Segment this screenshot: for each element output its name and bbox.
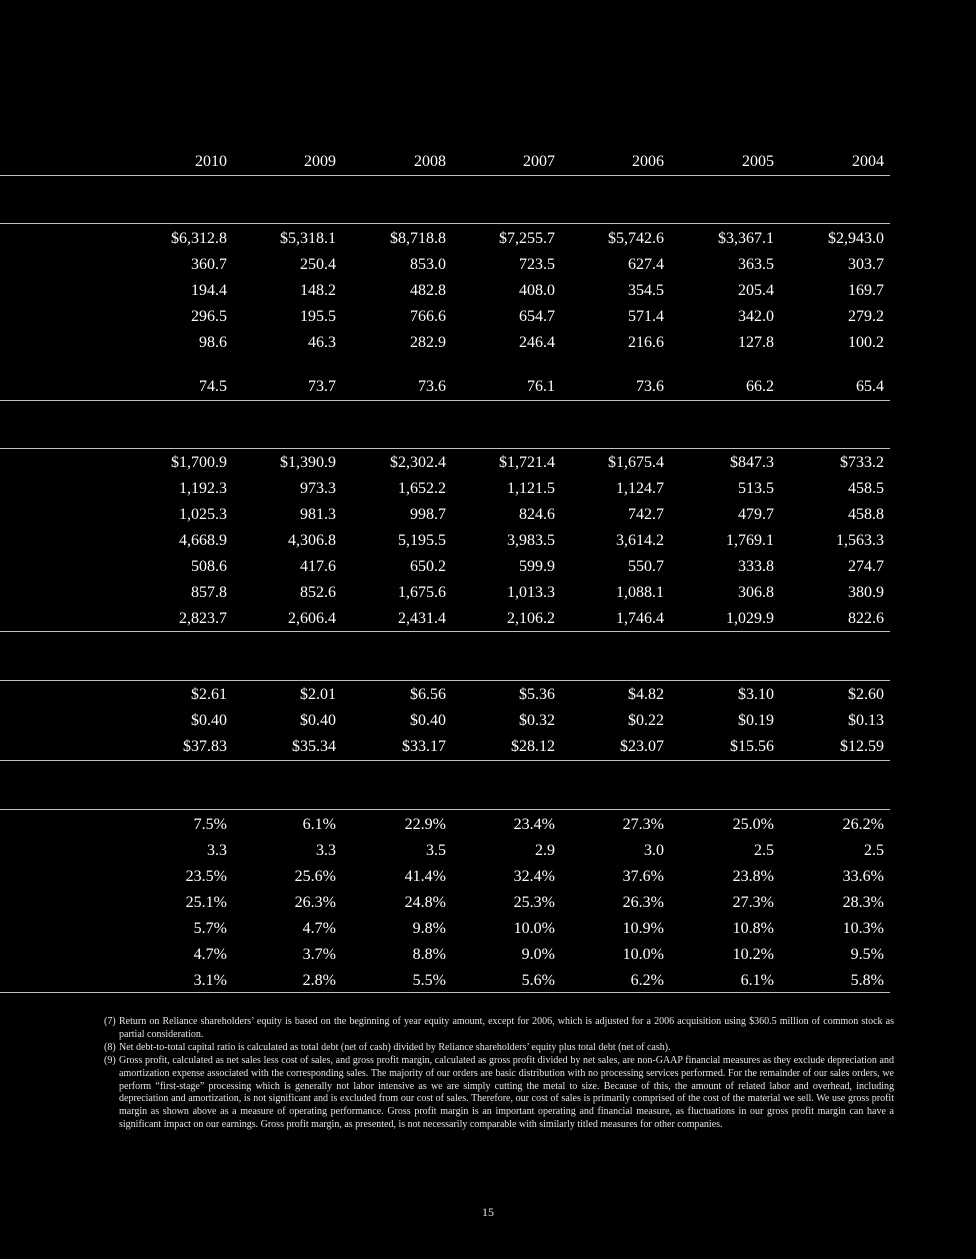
table-cell: 2,606.4: [288, 610, 336, 627]
table-cell: 65.4: [856, 378, 884, 395]
footnote-9: (9) Gross profit, calculated as net sales less cost of sales, and gross profit margin, calculated as gross profit divided by net sales, are non-GAAP financial measures as they exclude depreciation and amortization expense associated with the corresponding sales. The majority of our orders are basic distribution with no processing services performed. For the remainder of our sales orders, we perform “first-stage” processing which is generally not labor intensive as we are simply cutting the metal to size. Because of this, the amount of related labor and overhead, including depreciation and amortization, is not significant and is excluded from our cost of sales. Therefore, our cost of sales is primarily comprised of the cost of the material we sell. We use gross profit margin as shown above as a measure of operating performance. Gross profit margin is an important operating and financial measure, as fluctuations in our gross profit margin can have a significant impact on our earnings. Gross profit margin, as presented, is not necessarily comparable with similarly titled measures for other companies.: [104, 1054, 894, 1131]
table-cell: 26.3%: [622, 894, 664, 911]
table-cell: 303.7: [848, 256, 884, 273]
table-cell: 3.7%: [302, 946, 336, 963]
table-cell: 2.9: [535, 842, 555, 859]
table-cell: 857.8: [191, 584, 227, 601]
horizontal-rule: [0, 680, 890, 681]
year-header-2007: 2007: [523, 153, 555, 170]
horizontal-rule: [0, 760, 890, 761]
table-cell: 274.7: [848, 558, 884, 575]
table-cell: 74.5: [199, 378, 227, 395]
table-cell: 766.6: [410, 308, 446, 325]
table-cell: 650.2: [410, 558, 446, 575]
table-cell: 627.4: [628, 256, 664, 273]
table-cell: $0.40: [191, 712, 227, 729]
horizontal-rule: [0, 223, 890, 224]
table-cell: 9.8%: [412, 920, 446, 937]
table-cell: 10.2%: [732, 946, 774, 963]
table-cell: 380.9: [848, 584, 884, 601]
table-cell: 3.3: [316, 842, 336, 859]
table-cell: $2,302.4: [390, 454, 446, 471]
table-cell: 3.0: [644, 842, 664, 859]
table-cell: 1,121.5: [507, 480, 555, 497]
table-cell: 1,088.1: [616, 584, 664, 601]
table-cell: $8,718.8: [390, 230, 446, 247]
table-cell: 9.5%: [850, 946, 884, 963]
table-cell: 998.7: [410, 506, 446, 523]
table-cell: 23.4%: [513, 816, 555, 833]
table-cell: $847.3: [730, 454, 774, 471]
table-cell: 10.0%: [622, 946, 664, 963]
table-cell: $6,312.8: [171, 230, 227, 247]
page-number: 15: [482, 1205, 494, 1219]
table-cell: 41.4%: [404, 868, 446, 885]
table-cell: 1,675.6: [398, 584, 446, 601]
table-cell: 26.3%: [294, 894, 336, 911]
table-cell: 5.8%: [850, 972, 884, 989]
table-cell: 742.7: [628, 506, 664, 523]
table-cell: 1,563.3: [836, 532, 884, 549]
table-cell: 408.0: [519, 282, 555, 299]
table-cell: 306.8: [738, 584, 774, 601]
table-cell: 981.3: [300, 506, 336, 523]
table-cell: 6.1%: [302, 816, 336, 833]
table-cell: 417.6: [300, 558, 336, 575]
table-cell: 10.3%: [842, 920, 884, 937]
table-cell: $5,742.6: [608, 230, 664, 247]
table-cell: 8.8%: [412, 946, 446, 963]
table-cell: 2,431.4: [398, 610, 446, 627]
table-cell: 2,823.7: [179, 610, 227, 627]
table-cell: $1,675.4: [608, 454, 664, 471]
table-cell: 1,025.3: [179, 506, 227, 523]
table-cell: $7,255.7: [499, 230, 555, 247]
table-cell: 32.4%: [513, 868, 555, 885]
table-cell: 1,652.2: [398, 480, 446, 497]
table-cell: 27.3%: [622, 816, 664, 833]
table-cell: 10.8%: [732, 920, 774, 937]
table-cell: 508.6: [191, 558, 227, 575]
table-cell: 3.1%: [193, 972, 227, 989]
table-cell: 354.5: [628, 282, 664, 299]
table-cell: 458.8: [848, 506, 884, 523]
table-cell: 853.0: [410, 256, 446, 273]
table-cell: $15.56: [730, 738, 774, 755]
table-cell: $0.32: [519, 712, 555, 729]
table-cell: 852.6: [300, 584, 336, 601]
table-cell: 9.0%: [521, 946, 555, 963]
year-header-2010: 2010: [195, 153, 227, 170]
table-cell: $3,367.1: [718, 230, 774, 247]
table-cell: 5.5%: [412, 972, 446, 989]
table-cell: $2.60: [848, 686, 884, 703]
table-cell: 25.3%: [513, 894, 555, 911]
table-cell: $37.83: [183, 738, 227, 755]
table-cell: $1,390.9: [280, 454, 336, 471]
table-cell: $6.56: [410, 686, 446, 703]
table-cell: $35.34: [292, 738, 336, 755]
table-cell: 1,192.3: [179, 480, 227, 497]
table-cell: 482.8: [410, 282, 446, 299]
table-cell: 250.4: [300, 256, 336, 273]
horizontal-rule: [0, 631, 890, 632]
table-cell: 3.3: [207, 842, 227, 859]
table-cell: 723.5: [519, 256, 555, 273]
horizontal-rule: [0, 992, 890, 993]
table-cell: 5.7%: [193, 920, 227, 937]
table-cell: 6.1%: [740, 972, 774, 989]
table-cell: $28.12: [511, 738, 555, 755]
table-cell: 2.5: [864, 842, 884, 859]
table-cell: 66.2: [746, 378, 774, 395]
horizontal-rule: [0, 809, 890, 810]
table-cell: 513.5: [738, 480, 774, 497]
table-cell: 342.0: [738, 308, 774, 325]
table-cell: 23.8%: [732, 868, 774, 885]
table-cell: $2.61: [191, 686, 227, 703]
table-cell: $4.82: [628, 686, 664, 703]
table-cell: 1,013.3: [507, 584, 555, 601]
table-cell: $33.17: [402, 738, 446, 755]
table-cell: 100.2: [848, 334, 884, 351]
table-cell: 333.8: [738, 558, 774, 575]
table-cell: 26.2%: [842, 816, 884, 833]
table-cell: 571.4: [628, 308, 664, 325]
table-cell: 10.9%: [622, 920, 664, 937]
table-cell: 282.9: [410, 334, 446, 351]
table-cell: $0.22: [628, 712, 664, 729]
table-cell: 360.7: [191, 256, 227, 273]
table-cell: 3,983.5: [507, 532, 555, 549]
table-cell: $0.13: [848, 712, 884, 729]
table-cell: 4.7%: [193, 946, 227, 963]
table-cell: 25.1%: [185, 894, 227, 911]
table-cell: $733.2: [840, 454, 884, 471]
table-cell: 23.5%: [185, 868, 227, 885]
table-cell: 148.2: [300, 282, 336, 299]
footnote-7: (7) Return on Reliance shareholders’ equity is based on the beginning of year equity amount, except for 2006, which is adjusted for a 2006 acquisition using $360.5 million of common stock as partial consideration.: [104, 1016, 894, 1040]
table-cell: 127.8: [738, 334, 774, 351]
table-cell: 2,106.2: [507, 610, 555, 627]
table-cell: 5,195.5: [398, 532, 446, 549]
table-cell: 1,029.9: [726, 610, 774, 627]
table-cell: 22.9%: [404, 816, 446, 833]
table-cell: 37.6%: [622, 868, 664, 885]
table-cell: $23.07: [620, 738, 664, 755]
table-cell: 363.5: [738, 256, 774, 273]
table-cell: 1,124.7: [616, 480, 664, 497]
table-cell: $2.01: [300, 686, 336, 703]
year-header-2004: 2004: [852, 153, 884, 170]
table-cell: 98.6: [199, 334, 227, 351]
table-cell: 246.4: [519, 334, 555, 351]
table-cell: 822.6: [848, 610, 884, 627]
footnote-8: (8) Net debt-to-total capital ratio is calculated as total debt (net of cash) divided by Reliance shareholders’ equity plus total debt (net of cash).: [104, 1041, 671, 1053]
table-cell: 3.5: [426, 842, 446, 859]
table-cell: 24.8%: [404, 894, 446, 911]
table-cell: 73.6: [636, 378, 664, 395]
table-cell: $1,700.9: [171, 454, 227, 471]
table-cell: 296.5: [191, 308, 227, 325]
table-cell: $12.59: [840, 738, 884, 755]
year-header-2005: 2005: [742, 153, 774, 170]
horizontal-rule: [0, 448, 890, 449]
table-cell: 25.0%: [732, 816, 774, 833]
table-cell: 205.4: [738, 282, 774, 299]
table-cell: 169.7: [848, 282, 884, 299]
table-cell: 10.0%: [513, 920, 555, 937]
table-cell: 194.4: [191, 282, 227, 299]
table-cell: $2,943.0: [828, 230, 884, 247]
table-cell: 5.6%: [521, 972, 555, 989]
table-cell: 2.8%: [302, 972, 336, 989]
table-cell: 1,769.1: [726, 532, 774, 549]
table-cell: 3,614.2: [616, 532, 664, 549]
year-header-2006: 2006: [632, 153, 664, 170]
year-header-2009: 2009: [304, 153, 336, 170]
table-cell: 46.3: [308, 334, 336, 351]
table-cell: 654.7: [519, 308, 555, 325]
table-cell: 4.7%: [302, 920, 336, 937]
footnotes: [104, 1016, 894, 1132]
table-cell: $5.36: [519, 686, 555, 703]
table-cell: 279.2: [848, 308, 884, 325]
table-cell: 1,746.4: [616, 610, 664, 627]
horizontal-rule: [0, 400, 890, 401]
table-cell: 195.5: [300, 308, 336, 325]
table-cell: 76.1: [527, 378, 555, 395]
table-cell: 25.6%: [294, 868, 336, 885]
table-cell: $0.40: [410, 712, 446, 729]
table-cell: 458.5: [848, 480, 884, 497]
table-cell: $3.10: [738, 686, 774, 703]
table-cell: 2.5: [754, 842, 774, 859]
table-cell: 824.6: [519, 506, 555, 523]
table-cell: 479.7: [738, 506, 774, 523]
table-cell: 27.3%: [732, 894, 774, 911]
horizontal-rule: [0, 175, 890, 176]
year-header-2008: 2008: [414, 153, 446, 170]
table-cell: $0.19: [738, 712, 774, 729]
table-cell: 599.9: [519, 558, 555, 575]
table-cell: 4,306.8: [288, 532, 336, 549]
table-cell: 28.3%: [842, 894, 884, 911]
table-cell: $0.40: [300, 712, 336, 729]
table-cell: 73.7: [308, 378, 336, 395]
table-cell: 973.3: [300, 480, 336, 497]
table-cell: $1,721.4: [499, 454, 555, 471]
table-cell: 550.7: [628, 558, 664, 575]
table-cell: 216.6: [628, 334, 664, 351]
table-cell: 4,668.9: [179, 532, 227, 549]
table-cell: 6.2%: [630, 972, 664, 989]
table-cell: 7.5%: [193, 816, 227, 833]
table-cell: $5,318.1: [280, 230, 336, 247]
table-cell: 73.6: [418, 378, 446, 395]
table-cell: 33.6%: [842, 868, 884, 885]
